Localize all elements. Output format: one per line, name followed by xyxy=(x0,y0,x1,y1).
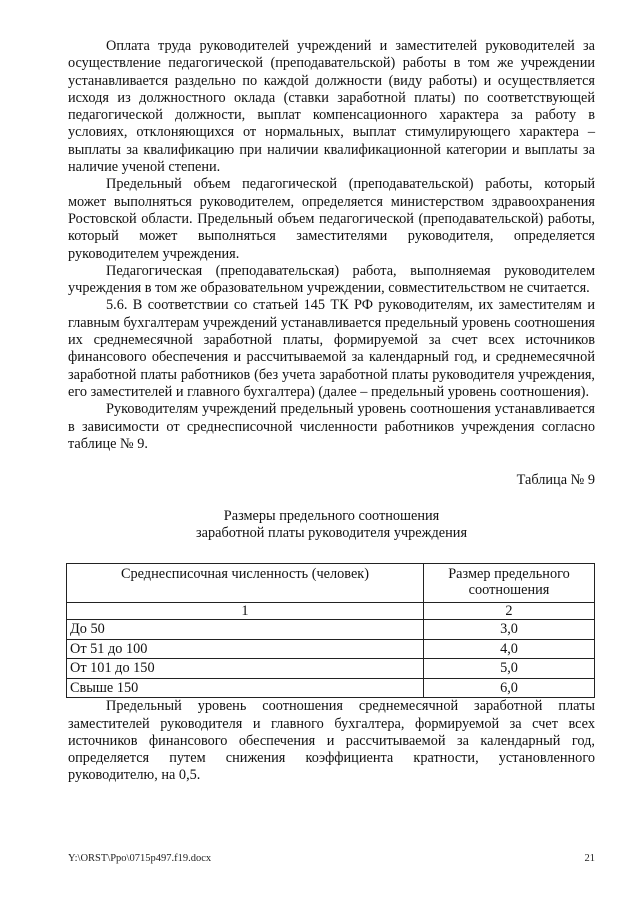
table-row xyxy=(67,678,595,698)
row-headcount: До 50 xyxy=(67,620,424,640)
table-title xyxy=(68,508,595,543)
footer-file-path: Y:\ORST\Ppo\0715p497.f19.docx xyxy=(68,853,212,864)
paragraph-remuneration: Оплата труда руководителей учреждений и заместителей руководителей за осуществление педагогической (преподавательской) работы в том же учреждении устанавливается раздельно по каждой должности (виду работы) и осуществляется исходя из должностного оклада (ставки заработной платы) по соответствующей педагогической должности, выплат компенсационного характера за работу в условиях, отклоняющихся от нормальных, выплат стимулирующего характера – выплаты за квалификацию при наличии квалификационной категории и выплаты за наличие ученой степени. xyxy=(68,38,595,176)
paragraph-deputies-ratio: Предельный уровень соотношения среднемесячной заработной платы заместителей руководителя и главного бухгалтера, формируемой за счет всех источников финансового обеспечения и рассчитываемой за календарный год, определяется путем снижения коэффициента кратности, установленного руководителю, на 0,5. xyxy=(68,698,595,784)
table-row xyxy=(67,639,595,659)
row-headcount: Свыше 150 xyxy=(67,678,424,698)
row-ratio: 3,0 xyxy=(424,620,595,640)
table-column-numbers-row xyxy=(67,602,595,620)
page-number: 21 xyxy=(584,853,595,864)
header-ratio: Размер предельного соотношения xyxy=(424,563,595,602)
row-headcount: От 51 до 100 xyxy=(67,639,424,659)
paragraph-section-5-6: 5.6. В соответствии со статьей 145 ТК РФ руководителям, их заместителям и главным бухгалтерам учреждений устанавливается предельный уровень соотношения их среднемесячной заработной платы, формируемой за счет всех источников финансового обеспечения и рассчитываемой за календарный год, и среднемесячной заработной платы работников (без учета заработной платы руководителя учреждения, его заместителей и главного бухгалтера) (далее – предельный уровень соотношения). xyxy=(68,297,595,400)
column-number-2: 2 xyxy=(424,602,595,620)
paragraph-table-reference: Руководителям учреждений предельный уровень соотношения устанавливается в зависимости от среднесписочной численности работников учреждения согласно таблице № 9. xyxy=(68,401,595,452)
salary-ratio-table xyxy=(66,563,595,699)
page-footer xyxy=(68,852,595,866)
row-headcount: От 101 до 150 xyxy=(67,659,424,679)
document-page xyxy=(68,38,595,785)
column-number-1: 1 xyxy=(67,602,424,620)
table-row xyxy=(67,620,595,640)
table-header-row xyxy=(67,563,595,602)
paragraph-not-combined: Педагогическая (преподавательская) работа, выполняемая руководителем учреждения в том же образовательном учреждении, совместительством не считается. xyxy=(68,262,595,297)
table-title-line-2: заработной платы руководителя учреждения xyxy=(195,525,468,542)
table-label: Таблица № 9 xyxy=(516,472,595,489)
header-headcount: Среднесписочная численность (человек) xyxy=(67,563,424,602)
table-title-line-1: Размеры предельного соотношения xyxy=(223,508,440,525)
table-row xyxy=(67,659,595,679)
row-ratio: 5,0 xyxy=(424,659,595,679)
row-ratio: 6,0 xyxy=(424,678,595,698)
row-ratio: 4,0 xyxy=(424,639,595,659)
paragraph-teaching-limit: Предельный объем педагогической (преподавательской) работы, который может выполняться руководителем, определяется министерством здравоохранения Ростовской области. Предельный объем педагогической (преподавательской) работы, который может выполняться заместителями руководителя, определяется руководителем учреждения. xyxy=(68,176,595,262)
